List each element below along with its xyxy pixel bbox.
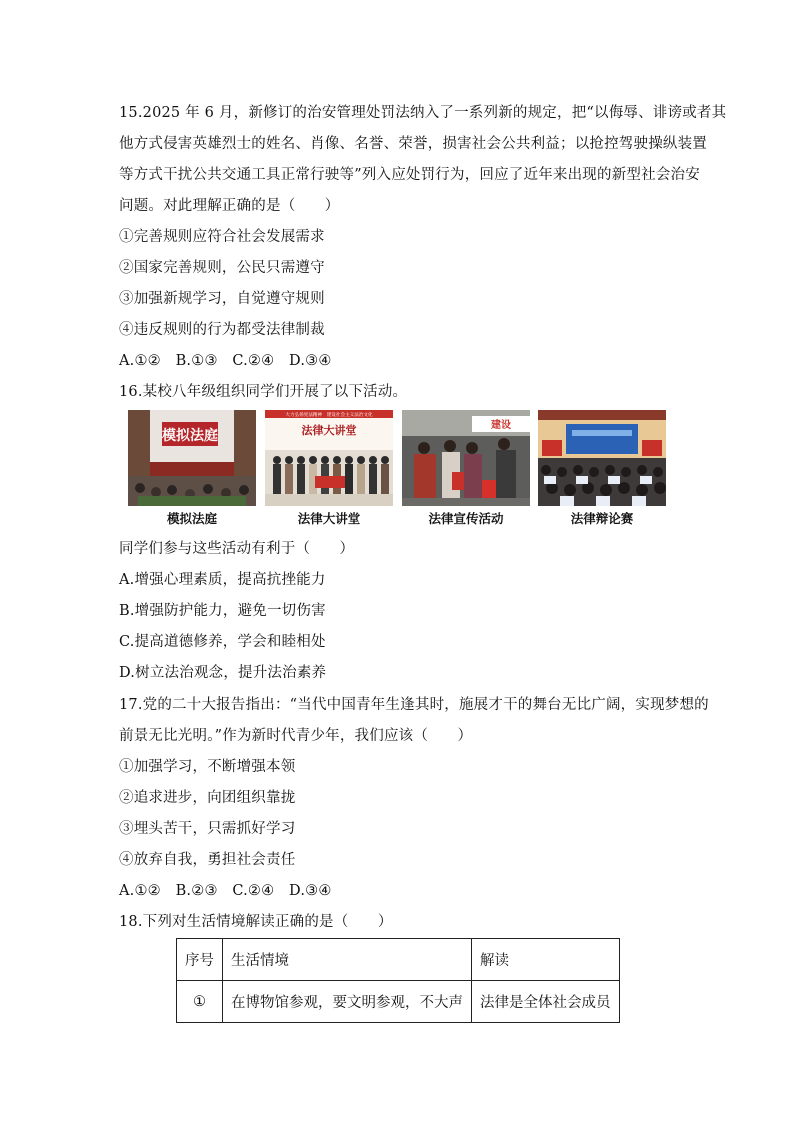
q17-option-2: ②追求进步，向团组织靠拢: [119, 790, 296, 806]
q15-option-3: ③加强新规学习，自觉遵守规则: [119, 291, 325, 307]
table-row: [177, 981, 620, 1023]
q16-photo-strip: [128, 410, 668, 526]
table-header-row: [177, 939, 620, 981]
table-cell-situation: 在博物馆参观，要文明参观，不大声: [223, 981, 472, 1023]
q15-option-4: ④违反规则的行为都受法律制裁: [119, 322, 325, 338]
q16-option-c: C.提高道德修养，学会和睦相处: [119, 634, 326, 650]
q16-option-a: A.增强心理素质，提高抗挫能力: [119, 572, 326, 588]
table-header-situation: 生活情境: [223, 939, 472, 981]
table-cell-index: ①: [177, 981, 223, 1023]
table-header-interpretation: 解读: [472, 939, 620, 981]
photo-mock-court: [128, 410, 256, 506]
q17-stem-line-2: 前景无比光明。”作为新时代青少年，我们应该（ ）: [119, 728, 473, 744]
photo-law-lecture: [265, 410, 393, 506]
q15-stem-line-2: 他方式侵害英雄烈士的姓名、肖像、名誉、荣誉，损害社会公共利益；以抢控驾驶操纵装置: [119, 136, 707, 152]
photo-law-debate: [538, 410, 666, 506]
q16-option-d: D.树立法治观念，提升法治素养: [119, 665, 327, 681]
photo-caption-mock-court: 模拟法庭: [166, 511, 217, 526]
photo-caption-law-debate: 法律辩论赛: [570, 511, 634, 526]
q15-answer-choices: A.①② B.①③ C.②④ D.③④: [119, 353, 332, 369]
photo-2-top-banner: 大力弘扬宪法精神 建设社会主义法治文化: [285, 413, 373, 418]
q16-question: 同学们参与这些活动有利于（ ）: [119, 541, 355, 557]
q15-option-1: ①完善规则应符合社会发展需求: [119, 229, 325, 245]
photo-1-banner: 模拟法庭: [162, 428, 218, 444]
photo-caption-law-lecture: 法律大讲堂: [297, 511, 361, 526]
q18-table: [176, 938, 620, 1023]
q17-option-1: ①加强学习，不断增强本领: [119, 759, 296, 775]
q15-stem-line-3: 等方式干扰公共交通工具正常行驶等”列入应处罚行为，回应了近年来出现的新型社会治安: [119, 167, 700, 183]
q17-stem-line-1: 17.党的二十大报告指出：“当代中国青年生逢其时，施展才干的舞台无比广阔，实现梦想的: [119, 697, 709, 713]
q15-stem-line-4: 问题。对此理解正确的是（ ）: [119, 198, 340, 214]
photo-caption-law-promotion: 法律宣传活动: [428, 511, 504, 526]
q17-option-4: ④放弃自我，勇担社会责任: [119, 852, 296, 868]
q16-option-b: B.增强防护能力，避免一切伤害: [119, 603, 326, 619]
table-cell-interpretation: 法律是全体社会成员: [472, 981, 620, 1023]
q17-answer-choices: A.①② B.②③ C.②④ D.③④: [119, 883, 332, 899]
q15-option-2: ②国家完善规则，公民只需遵守: [119, 260, 325, 276]
photo-2-banner: 法律大讲堂: [301, 424, 357, 437]
photo-law-promotion: [402, 410, 530, 506]
table-header-index: 序号: [177, 939, 223, 981]
q17-option-3: ③埋头苦干，只需抓好学习: [119, 821, 296, 837]
q18-stem: 18.下列对生活情境解读正确的是（ ）: [119, 914, 393, 930]
q15-stem-line-1: 15.2025 年 6 月，新修订的治安管理处罚法纳入了一系列新的规定，把“以侮辱、诽谤或者其: [119, 105, 727, 121]
q16-stem: 16.某校八年级组织同学们开展了以下活动。: [119, 384, 408, 400]
photo-3-banner: 建设: [491, 420, 511, 431]
